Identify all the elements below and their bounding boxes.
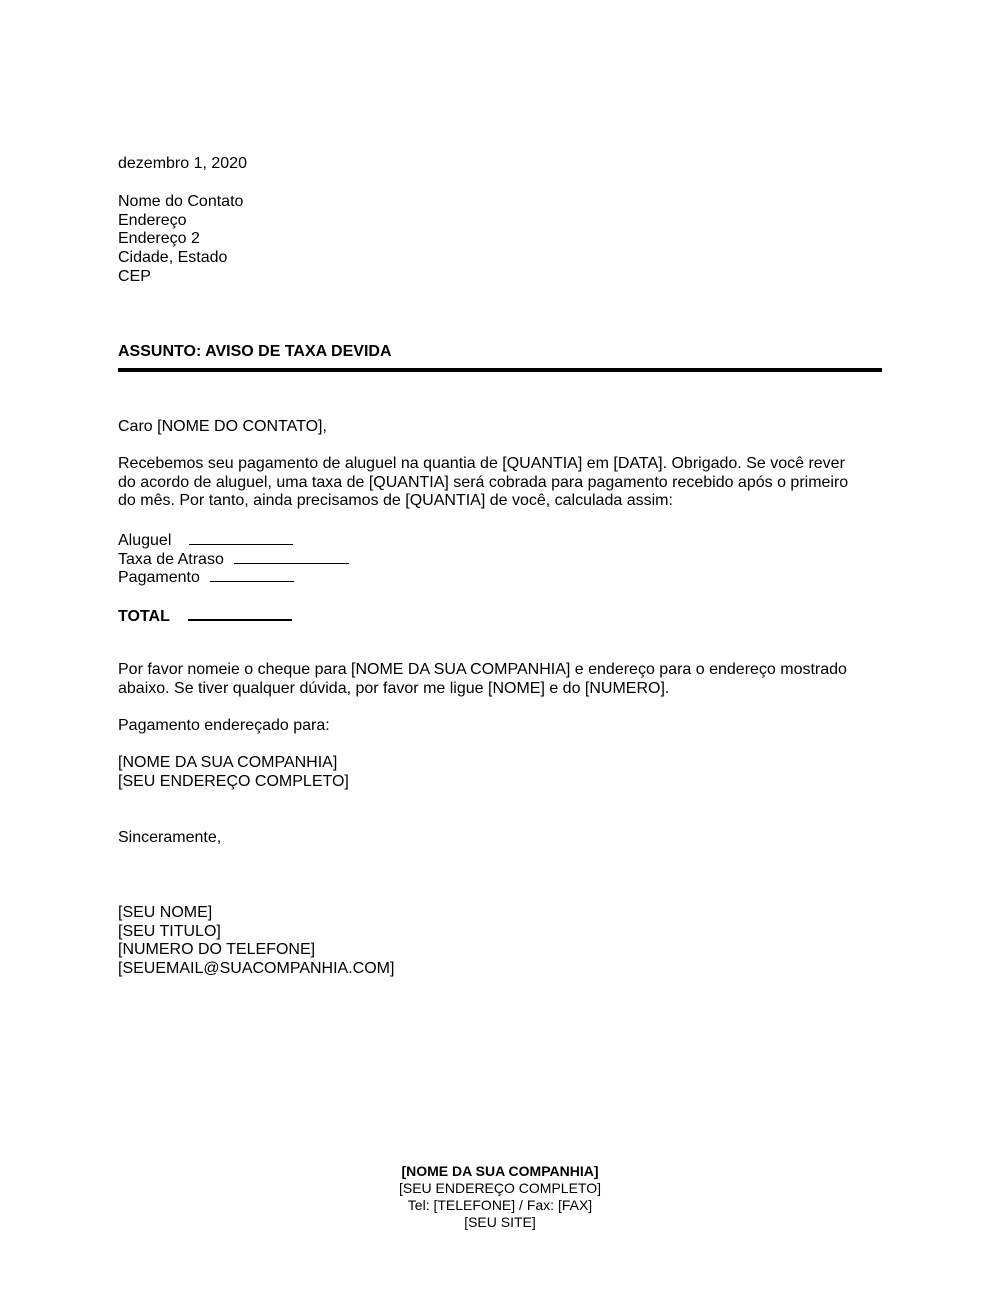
closing-text: Sinceramente,: [118, 829, 222, 846]
payment-label-text: Pagamento endereçado para:: [118, 717, 330, 734]
payment-amount-blank: [210, 567, 294, 582]
paragraph-line: Recebemos seu pagamento de aluguel na quantia de [QUANTIA] em [DATA]. Obrigado. Se você rever: [118, 455, 845, 472]
breakdown-label: Taxa de Atraso: [118, 550, 224, 568]
payment-address-block: [118, 754, 349, 791]
signer-phone: [NUMERO DO TELEFONE]: [118, 941, 316, 959]
subject-line: [118, 343, 392, 362]
fee-breakdown: [118, 530, 349, 586]
breakdown-label: Pagamento: [118, 569, 200, 587]
body-paragraph-2: [118, 661, 898, 698]
subject-divider: [118, 368, 882, 372]
payment-address-label: [118, 717, 330, 736]
rent-amount-blank: [189, 530, 293, 545]
breakdown-row-payment: [118, 567, 349, 586]
paragraph-line: do mês. Por tanto, ainda precisamos de [QUANTIA] de você, calculada assim:: [118, 492, 673, 510]
closing: [118, 829, 221, 848]
date-text: dezembro 1, 2020: [118, 155, 247, 172]
salutation: [118, 418, 327, 437]
paragraph-line: abaixo. Se tiver qualquer dúvida, por favor me ligue [NOME] e do [NUMERO].: [118, 679, 670, 697]
recipient-city-state: Cidade, Estado: [118, 249, 228, 267]
total-amount-blank: [188, 605, 292, 621]
late-fee-amount-blank: [234, 549, 349, 564]
total-row: [118, 605, 292, 624]
footer-website: [SEU SITE]: [464, 1214, 536, 1230]
footer-company-name: [NOME DA SUA COMPANHIA]: [401, 1163, 599, 1179]
payment-company-name: [NOME DA SUA COMPANHIA]: [118, 754, 338, 771]
footer-contact: Tel: [TELEFONE] / Fax: [FAX]: [407, 1197, 593, 1213]
letterhead-footer: [0, 1163, 1000, 1231]
payment-full-address: [SEU ENDEREÇO COMPLETO]: [118, 772, 349, 790]
salutation-text: Caro [NOME DO CONTATO],: [118, 418, 327, 435]
footer-address: [SEU ENDEREÇO COMPLETO]: [398, 1180, 601, 1196]
paragraph-line: do acordo de aluguel, uma taxa de [QUANTIA] será cobrada para pagamento recebido após o primeiro: [118, 473, 849, 491]
recipient-address-block: [118, 193, 243, 287]
breakdown-row-rent: [118, 530, 349, 549]
signer-email: [SEUEMAIL@SUACOMPANHIA.COM]: [118, 960, 395, 978]
total-label: TOTAL: [118, 608, 170, 625]
breakdown-label: Aluguel: [118, 532, 172, 549]
recipient-address-line-1: Endereço: [118, 211, 187, 229]
signer-title: [SEU TITULO]: [118, 922, 221, 940]
signer-name: [SEU NOME]: [118, 904, 213, 921]
subject-text: ASSUNTO: AVISO DE TAXA DEVIDA: [118, 343, 392, 360]
recipient-name: Nome do Contato: [118, 193, 244, 210]
letter-date: [118, 155, 247, 174]
recipient-address-line-2: Endereço 2: [118, 230, 200, 248]
signature-block: [118, 904, 394, 979]
recipient-postal-code: CEP: [118, 267, 151, 285]
breakdown-row-late-fee: [118, 549, 349, 568]
paragraph-line: Por favor nomeie o cheque para [NOME DA SUA COMPANHIA] e endereço para o endereço mostrado: [118, 661, 847, 678]
body-paragraph-1: [118, 455, 898, 511]
